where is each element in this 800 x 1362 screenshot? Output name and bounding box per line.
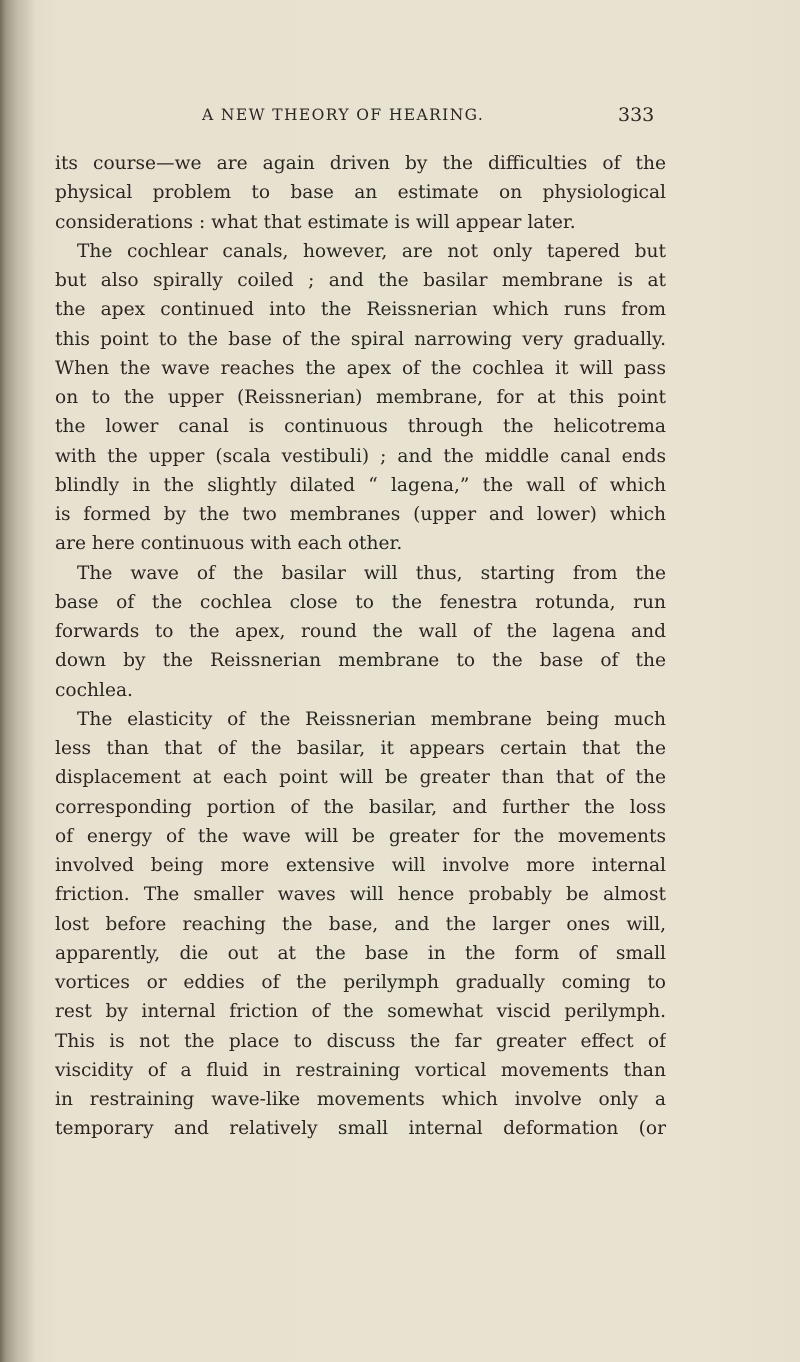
- text-line: This is not the place to discuss the far greater effect of: [55, 1030, 666, 1052]
- page-number: 333: [618, 104, 655, 126]
- text-line: of energy of the wave will be greater for the movements: [55, 825, 666, 847]
- body-text: [55, 149, 666, 1144]
- text-line: rest by internal friction of the somewhat viscid perilymph.: [55, 1001, 666, 1023]
- page-header: [0, 106, 800, 136]
- text-line: the lower canal is continuous through the helicotrema: [55, 416, 666, 438]
- text-line: the apex continued into the Reissnerian which runs from: [55, 299, 666, 321]
- text-line: friction. The smaller waves will hence probably be almost: [55, 884, 666, 906]
- running-head: A NEW THEORY OF HEARING.: [202, 106, 485, 124]
- text-line: blindly in the slightly dilated “ lagena,” the wall of which: [55, 474, 666, 496]
- text-line: The elasticity of the Reissnerian membrane being much: [77, 708, 666, 730]
- text-line: corresponding portion of the basilar, and further the loss: [55, 796, 666, 818]
- text-line: viscidity of a fluid in restraining vortical movements than: [55, 1059, 666, 1081]
- text-line: its course—we are again driven by the difficulties of the: [55, 153, 666, 174]
- text-line: lost before reaching the base, and the larger ones will,: [55, 913, 666, 935]
- text-line: less than that of the basilar, it appears certain that the: [55, 738, 666, 759]
- text-line: apparently, die out at the base in the form of small: [55, 942, 666, 964]
- text-line: with the upper (scala vestibuli) ; and the middle canal ends: [55, 445, 666, 467]
- text-line: When the wave reaches the apex of the cochlea it will pass: [55, 357, 666, 379]
- text-line: The cochlear canals, however, are not only tapered but: [77, 240, 666, 262]
- text-line: vortices or eddies of the perilymph gradually coming to: [55, 972, 666, 993]
- text-line: are here continuous with each other.: [55, 533, 403, 555]
- text-line: in restraining wave-like movements which involve only a: [55, 1089, 666, 1110]
- text-line: this point to the base of the spiral narrowing very gradually.: [55, 328, 666, 350]
- text-line: temporary and relatively small internal deformation (or: [55, 1118, 666, 1140]
- text-line: physical problem to base an estimate on physiological: [55, 182, 666, 204]
- text-line: on to the upper (Reissnerian) membrane, for at this point: [55, 387, 666, 408]
- text-line: forwards to the apex, round the wall of the lagena and: [55, 621, 666, 642]
- text-line: but also spirally coiled ; and the basilar membrane is at: [55, 270, 666, 291]
- text-line: displacement at each point will be greater than that of the: [55, 767, 666, 789]
- text-line: is formed by the two membranes (upper and lower) which: [55, 504, 666, 525]
- text-line: cochlea.: [55, 679, 133, 701]
- text-line: involved being more extensive will involve more internal: [55, 855, 666, 876]
- binding-gutter: [0, 0, 36, 1362]
- text-line: base of the cochlea close to the fenestra rotunda, run: [55, 591, 666, 613]
- text-line: The wave of the basilar will thus, starting from the: [77, 562, 666, 584]
- text-line: considerations : what that estimate is will appear later.: [55, 211, 576, 233]
- text-line: down by the Reissnerian membrane to the base of the: [55, 650, 666, 672]
